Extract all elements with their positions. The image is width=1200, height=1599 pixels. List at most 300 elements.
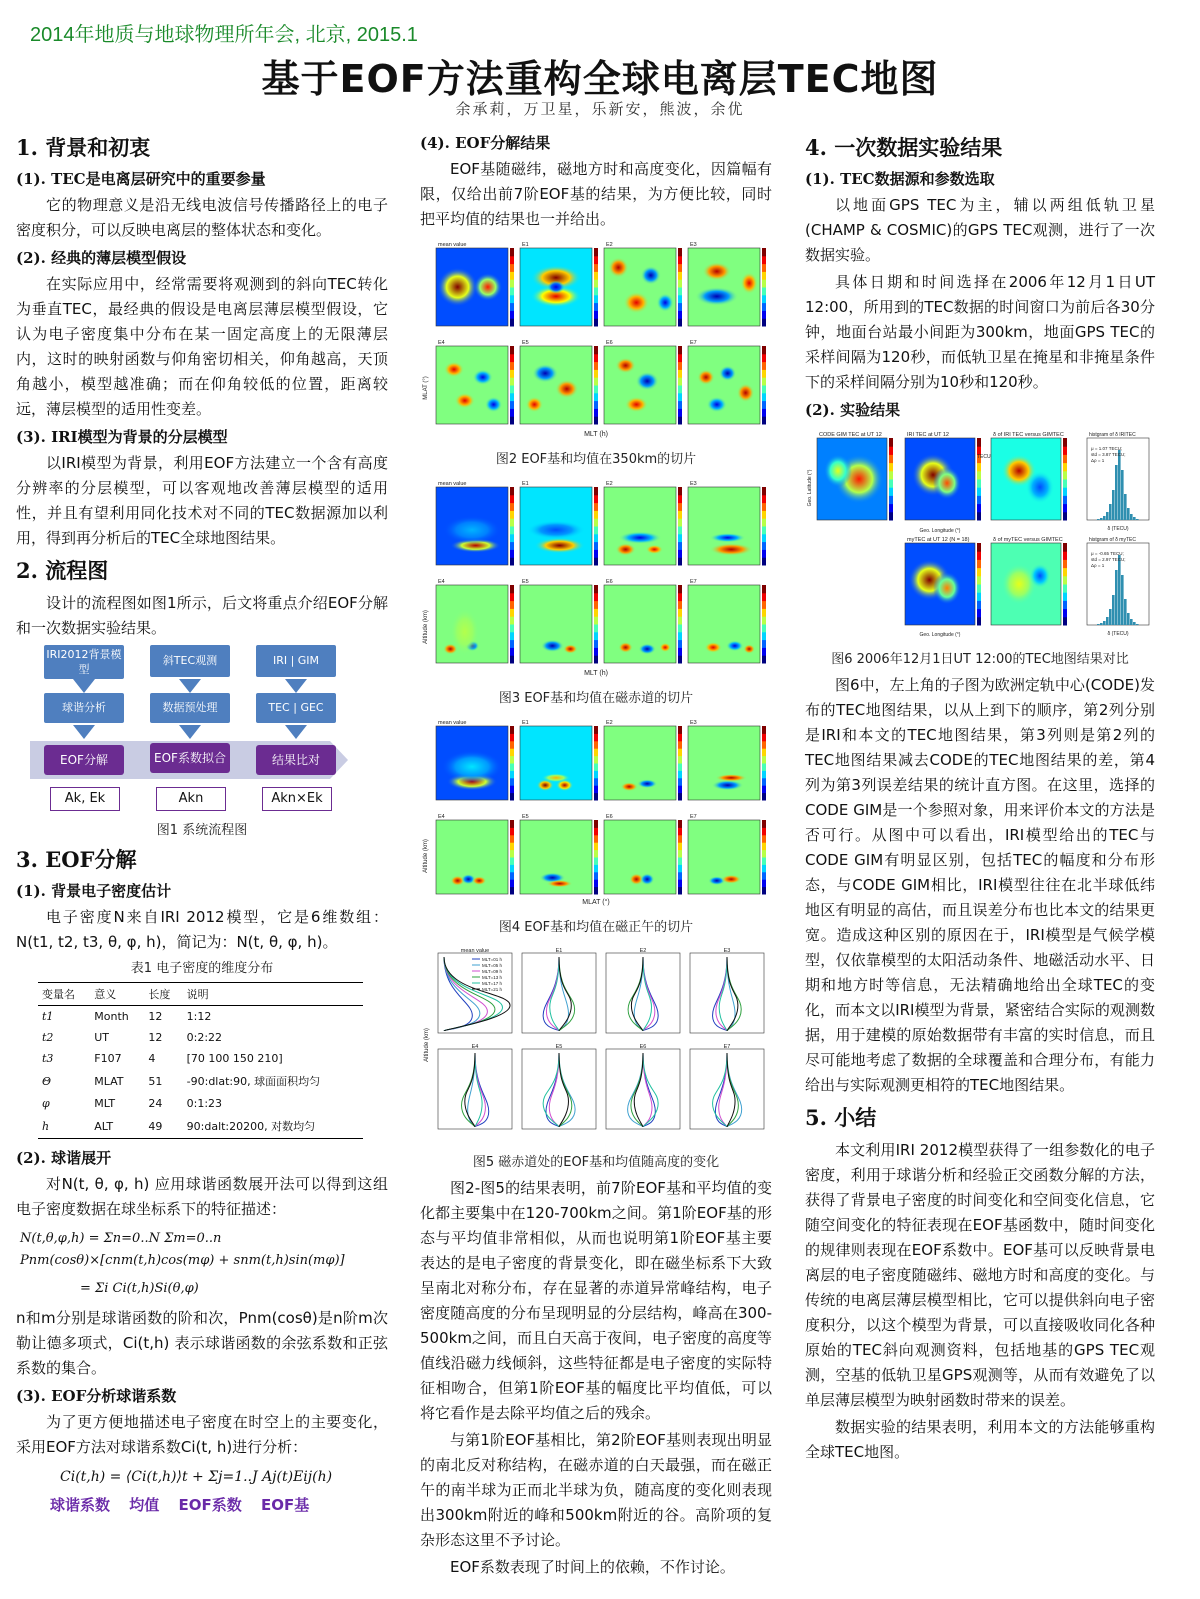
colorbar-segment (510, 510, 514, 518)
colorbar-segment (678, 879, 682, 887)
colorbar-segment (977, 543, 981, 552)
heatmap-panel (436, 579, 514, 664)
table-cell: φ (42, 1097, 50, 1110)
fig3-eof-equator (420, 477, 772, 677)
colorbar (762, 487, 766, 566)
colorbar (678, 585, 682, 664)
colorbar-segment (594, 362, 598, 370)
sec1-sub1-title: (1). TEC是电离层研究中的重要参量 (16, 170, 266, 188)
colorbar-segment (762, 770, 766, 778)
colorbar-segment (762, 393, 766, 401)
table1-caption: 表1 电子密度的维度分布 (130, 961, 274, 976)
colorbar (762, 585, 766, 664)
table-cell: 0:2:22 (186, 1031, 223, 1044)
flow-band-2: EOF系数拟合 (150, 743, 230, 773)
colorbar-segment (977, 471, 981, 480)
panel-title: δ of myTEC versus GIMTEC (993, 537, 1063, 543)
heatmap-blob (621, 782, 638, 791)
colorbar-segment (678, 827, 682, 835)
colorbar (762, 346, 766, 425)
sec3-sub2-title: (2). 球谐展开 (16, 1149, 112, 1167)
histogram-bar (1124, 599, 1127, 625)
colorbar-segment (762, 785, 766, 793)
table-cell: Month (94, 1010, 129, 1023)
panel-title: E6 (606, 579, 613, 585)
colorbar-segment (977, 584, 981, 593)
colorbar (678, 487, 682, 566)
colorbar-segment (889, 504, 893, 513)
colorbar-segment (594, 748, 598, 756)
colorbar-segment (762, 647, 766, 655)
histogram-bar (1100, 623, 1103, 625)
profile-panel (606, 948, 680, 1033)
sec3-sub1-text: 电子密度N来自IRI 2012模型，它是6维数组：N(t1, t2, t3, θ, φ, h)，简记为：N(t, θ, φ, h)。 (16, 908, 388, 951)
flow-band-3: 结果比对 (256, 745, 336, 775)
colorbar-segment (889, 454, 893, 463)
histogram-bar (1115, 465, 1118, 520)
sec3-sub2-text: 对N(t, θ, φ, h) 应用球谐函数展开法可以得到这组电子密度数据在球坐标系下的特征描述： (16, 1175, 388, 1218)
colorbar-segment (889, 446, 893, 455)
heatmap-blob (737, 383, 754, 402)
sec3-sub3-title: (3). EOF分析球谐系数 (16, 1387, 177, 1405)
heatmap-blob (933, 572, 961, 605)
colorbar-segment (1063, 609, 1067, 618)
colorbar-segment (510, 864, 514, 872)
heatmap-blob (710, 543, 753, 555)
colorbar-segment (510, 354, 514, 362)
eq-label: EOF系数 (178, 1496, 242, 1514)
colorbar-segment (510, 346, 514, 354)
histogram-bar (1109, 609, 1112, 625)
heatmap-panel (436, 814, 514, 895)
sec3-sub3-text: 为了更方便地描述电子密度在时空上的主要变化，采用EOF方法对球谐系数Ci(t, h)进行分析： (16, 1413, 388, 1456)
heatmap-panel (520, 814, 598, 895)
colorbar-segment (594, 741, 598, 749)
poster-title: 基于EOF方法重构全球电离层TEC地图 (261, 57, 939, 101)
colorbar-segment (510, 632, 514, 640)
colorbar-segment (678, 608, 682, 616)
colorbar-segment (594, 287, 598, 295)
panel-title: E3 (690, 720, 697, 726)
profile-panel (438, 1044, 512, 1129)
table-row (38, 1027, 363, 1048)
panel-title: E7 (690, 579, 697, 585)
colorbar-segment (889, 471, 893, 480)
colorbar-segment (762, 354, 766, 362)
heatmap-blob (933, 467, 961, 500)
colorbar-segment (977, 609, 981, 618)
fig2-eof-350km (420, 238, 772, 438)
colorbar-segment (510, 287, 514, 295)
colorbar-segment (762, 601, 766, 609)
colorbar-segment (510, 362, 514, 370)
table-cell: t1 (42, 1010, 54, 1023)
flow-mid-2: 数据预处理 (150, 693, 230, 723)
table-row (38, 1006, 363, 1028)
fig5-caption: 图5 磁赤道处的EOF基和均值随高度的变化 (472, 1155, 720, 1170)
heatmap-blob (637, 779, 657, 788)
heatmap-blob (707, 397, 727, 413)
colorbar-segment (594, 616, 598, 624)
flow-arrow (285, 679, 307, 693)
colorbar-segment (510, 377, 514, 385)
colorbar-segment (594, 248, 598, 256)
colorbar-segment (762, 256, 766, 264)
heatmap-blob (547, 281, 564, 293)
colorbar-segment (678, 310, 682, 318)
histogram-bar (1130, 619, 1133, 625)
equation-1: N(t,θ,φ,h) = Σn=0..N Σm=0..n Pnm(cosθ)×[cnm(t,h)cos(mφ) + snm(t,h)sin(mφ)] (20, 1231, 345, 1268)
histogram-bar (1118, 450, 1121, 520)
table-header-cell: 变量名 (38, 983, 90, 1006)
colorbar-segment (1063, 617, 1067, 626)
colorbar-segment (594, 526, 598, 534)
colorbar-segment (1063, 600, 1067, 609)
colorbar-segment (510, 408, 514, 416)
panel-title: CODE GIM TEC at UT 12 (819, 432, 882, 438)
panel-title: mean value (438, 481, 467, 487)
colorbar-segment (678, 248, 682, 256)
histogram-bar (1106, 512, 1109, 520)
histogram-bar (1121, 575, 1124, 625)
heatmap-panel (817, 432, 893, 521)
colorbar-segment (678, 820, 682, 828)
heatmap-blob (623, 292, 649, 314)
colorbar-segment (889, 495, 893, 504)
colorbar-segment (510, 557, 514, 565)
colorbar-segment (510, 640, 514, 648)
colorbar-segment (594, 857, 598, 865)
sec1-sub2-title: (2). 经典的薄层模型假设 (16, 249, 187, 267)
heatmap-blob (695, 287, 738, 306)
heatmap-blob (741, 272, 758, 294)
colorbar-segment (762, 503, 766, 511)
colorbar-segment (594, 369, 598, 377)
flow-top-3: IRI | GIM (256, 645, 336, 677)
heatmap-blob (702, 262, 731, 281)
colorbar-segment (1063, 487, 1067, 496)
histogram-bar (1103, 516, 1106, 520)
fig2-caption: 图2 EOF基和均值在350km的切片 (495, 452, 697, 467)
table-cell: -90:dlat:90, 球面面积均匀 (186, 1075, 321, 1088)
table-header-cell: 意义 (90, 983, 144, 1006)
panel-title: E7 (690, 340, 697, 346)
heatmap-panel (436, 242, 514, 327)
colorbar-segment (762, 733, 766, 741)
col2-para-1: 图2-图5的结果表明，前7阶EOF基和平均值的变化都主要集中在120-700km之间。第1阶EOF基的形态与平均值非常相似，从而也说明第1阶EOF基主要表达的是电子密度的背景变化，即在磁坐标系下大致呈南北对称分布，存在显著的赤道异常峰结构，电子密度随高度的分布呈现明显的分层结构，峰高在300-500km之间，而且白天高于夜间，电子密度的高度等值线沿磁力线倾斜，这些特征都是电子密度的实际特征相吻合，但第1阶EOF基的幅度比平均值低，可以将它看作是去除平均值之后的残余。 (420, 1179, 772, 1422)
colorbar-segment (510, 401, 514, 409)
colorbar (594, 487, 598, 566)
fig1-caption: 图1 系统流程图 (156, 823, 248, 838)
colorbar-segment (889, 512, 893, 521)
colorbar (977, 438, 981, 521)
profile-panel (522, 1044, 596, 1129)
colorbar-segment (678, 393, 682, 401)
sec3-sub1-title: (1). 背景电子密度估计 (16, 882, 172, 900)
colorbar-segment (594, 354, 598, 362)
legend-entry: MLT=01 h (482, 957, 503, 962)
sec4-para-3: 图6中，左上角的子图为欧洲定轨中心(CODE)发布的TEC地图结果，以从上到下的顺序，第2列分别是IRI和本文的TEC地图结果，第3列则是第2列的TEC地图结果减去CODE的TEC地图结果的差，第4列为第3列误差结果的统计直方图。在这里，选择的CODE GIM是一个参照对象，用来评价本文的方法是否可行。从图中可以看出，IRI模型给出的TEC与CODE GIM有明显区别，包括TEC的幅度和分布形态，与CODE GIM相比，IRI模型往往在北半球低纬地区有明显的高估，而且误差分布也比本文的结果更宽。造成这种区别的原因在于，IRI模型是气候学模型，仅依靠模型的太阳活动条件、地磁活动水平、日期和地方时等信息，无法精确地给出全球TEC的变化，而本文以IRI模型为背景，紧密结合实际的观测数据，用于建模的原始数据带有丰富的实时信息，而且尽可能地考虑了数据的全球覆盖和合理分布，有能力给出与实际观测更相符的TEC地图结果。 (805, 676, 1155, 1094)
colorbar-segment (678, 408, 682, 416)
flow-top-2: 斜TEC观测 (150, 645, 230, 677)
heatmap-blob (639, 644, 656, 655)
heatmap-panel (604, 814, 682, 895)
colorbar-segment (1063, 495, 1067, 504)
sec5-para-1: 本文利用IRI 2012模型获得了一组参数化的电子密度，利用于球谐分析和经验正交函数分解的方法，获得了背景电子密度的时间变化和空间变化信息，它随空间变化的特征表现在EOF基函数中，随时间变化的规律则表现在EOF系数中。EOF基可以反映背景电离层的电子密度随磁纬、磁地方时和高度的变化。与传统的电离层薄层模型相比，它可以提供斜向电子密度积分，以这个模型为背景，可以直接吸收同化各种原始的TEC斜向观测资料，包括地基的GPS TEC观测，空基的低轨卫星GPS观测等，从而有效避免了以单层薄层模型为映射函数时带来的误差。 (805, 1141, 1155, 1409)
colorbar-segment (594, 318, 598, 326)
colorbar-segment (510, 393, 514, 401)
eq-label: 均值 (129, 1496, 160, 1514)
colorbar-segment (678, 763, 682, 771)
colorbar-segment (510, 369, 514, 377)
heatmap-blob (721, 875, 741, 884)
colorbar-segment (510, 756, 514, 764)
colorbar-segment (678, 264, 682, 272)
colorbar-segment (594, 416, 598, 424)
colorbar-segment (678, 287, 682, 295)
panel-title: myTEC at UT 12 (N = 18) (907, 537, 970, 543)
eq-label: 球谐系数 (50, 1496, 111, 1514)
colorbar-segment (510, 726, 514, 734)
panel-background (436, 346, 508, 424)
heatmap-panel (688, 481, 766, 566)
histogram-bar (1127, 613, 1130, 625)
colorbar-segment (594, 495, 598, 503)
colorbar-segment (594, 487, 598, 495)
colorbar-segment (594, 624, 598, 632)
colorbar-segment (762, 526, 766, 534)
colorbar-segment (678, 748, 682, 756)
heatmap-panel (520, 242, 598, 327)
colorbar-segment (678, 295, 682, 303)
panel-title: E7 (690, 814, 697, 820)
colorbar-segment (762, 593, 766, 601)
profile-panel (690, 1044, 764, 1129)
colorbar-segment (510, 785, 514, 793)
colorbar-segment (678, 632, 682, 640)
heatmap-panel (604, 481, 682, 566)
colorbar-segment (594, 827, 598, 835)
colorbar-segment (594, 585, 598, 593)
heatmap-blob (618, 531, 661, 543)
colorbar-segment (510, 518, 514, 526)
table-cell: 12 (148, 1010, 163, 1023)
legend-entry: MLT=17 h (482, 981, 503, 986)
colorbar-segment (510, 763, 514, 771)
colorbar-segment (1063, 446, 1067, 455)
section-1-heading: 1. 背景和初衷 (16, 135, 151, 160)
stat-label: Δρ = 1 (1091, 458, 1105, 463)
colorbar-segment (510, 487, 514, 495)
heatmap-blob (659, 643, 671, 652)
colorbar-segment (510, 608, 514, 616)
heatmap-blob (608, 257, 628, 277)
histogram-panel (1087, 537, 1149, 637)
table-cell: t2 (42, 1031, 54, 1044)
table-cell: 12 (148, 1031, 163, 1044)
colorbar-segment (762, 756, 766, 764)
colorbar-segment (678, 526, 682, 534)
colorbar-segment (1063, 479, 1067, 488)
colorbar-segment (762, 549, 766, 557)
colorbar-segment (594, 864, 598, 872)
histogram-bar (1136, 519, 1139, 520)
colorbar-segment (594, 655, 598, 663)
colorbar-segment (678, 534, 682, 542)
heatmap-panel (688, 242, 766, 327)
histogram-bar (1112, 490, 1115, 520)
histogram-bar (1121, 470, 1124, 520)
axis-label: Geo. Latitude (°) (807, 469, 813, 507)
heatmap-panel (991, 537, 1067, 626)
heatmap-blob (697, 369, 714, 385)
colorbar-segment (594, 534, 598, 542)
colorbar-segment (762, 416, 766, 424)
colorbar-segment (762, 487, 766, 495)
colorbar-segment (762, 778, 766, 786)
colorbar-segment (594, 256, 598, 264)
panel-title: E5 (522, 340, 529, 346)
sec3-sub4-text: EOF基随磁纬，磁地方时和高度变化，因篇幅有限，仅给出前7阶EOF基的结果，为方便比较，同时把平均值的结果也一并给出。 (420, 160, 772, 228)
heatmap-blob (473, 369, 493, 385)
profile-panel (606, 1044, 680, 1129)
colorbar-segment (762, 864, 766, 872)
colorbar (889, 438, 893, 521)
flow-mid-3: TEC | GEC (256, 693, 336, 723)
colorbar (1063, 438, 1067, 521)
colorbar-segment (762, 827, 766, 835)
colorbar-segment (594, 271, 598, 279)
colorbar-segment (510, 542, 514, 550)
table-cell: 1:12 (186, 1010, 212, 1023)
colorbar-segment (678, 778, 682, 786)
colorbar-segment (594, 879, 598, 887)
colorbar-segment (977, 600, 981, 609)
colorbar-segment (594, 542, 598, 550)
colorbar-segment (510, 770, 514, 778)
histogram-bar (1130, 514, 1133, 520)
heatmap-blob (542, 773, 571, 782)
heatmap-blob (616, 543, 636, 555)
colorbar-segment (510, 827, 514, 835)
colorbar-segment (762, 608, 766, 616)
colorbar-segment (762, 624, 766, 632)
colorbar-segment (594, 264, 598, 272)
stat-label: μ = -0.65 TECU; (1091, 551, 1124, 556)
colorbar-segment (510, 647, 514, 655)
panel-title: E3 (723, 948, 731, 954)
colorbar-segment (510, 549, 514, 557)
heatmap-panel (688, 340, 766, 425)
colorbar (762, 820, 766, 895)
colorbar-segment (762, 310, 766, 318)
colorbar-segment (762, 616, 766, 624)
table-row (38, 1093, 363, 1114)
panel-title: E5 (522, 814, 529, 820)
colorbar-segment (977, 463, 981, 472)
colorbar-segment (889, 463, 893, 472)
colorbar-segment (678, 549, 682, 557)
legend-entry: MLT=05 h (482, 963, 503, 968)
heatmap-panel (688, 720, 766, 801)
section-2-heading: 2. 流程图 (16, 558, 109, 583)
colorbar-segment (1063, 584, 1067, 593)
panel-title: E1 (522, 720, 529, 726)
colorbar-segment (594, 393, 598, 401)
colorbar-segment (510, 778, 514, 786)
colorbar-segment (977, 568, 981, 577)
colorbar-segment (594, 778, 598, 786)
heatmap-panel (604, 242, 682, 327)
colorbar-segment (510, 835, 514, 843)
flow-mid-1: 球谐分析 (44, 693, 124, 723)
histogram-bar (1106, 617, 1109, 625)
panel-background (520, 346, 592, 424)
heatmap-panel (604, 340, 682, 425)
colorbar-segment (762, 557, 766, 565)
panel-title: mean value (438, 720, 467, 726)
conference-label: 2014年地质与地球物理所年会, 北京, 2015.1 (30, 24, 418, 46)
colorbar (510, 820, 514, 895)
colorbar-segment (594, 835, 598, 843)
colorbar-segment (678, 726, 682, 734)
fig6-caption: 图6 2006年12月1日UT 12:00的TEC地图结果对比 (831, 652, 1129, 667)
heatmap-panel (688, 579, 766, 664)
colorbar-segment (678, 362, 682, 370)
colorbar-segment (594, 303, 598, 311)
histogram-bar (1103, 621, 1106, 625)
colorbar-segment (678, 842, 682, 850)
colorbar-segment (762, 248, 766, 256)
fig5-eof-profiles (420, 945, 772, 1141)
colorbar-segment (678, 487, 682, 495)
column-left (16, 128, 388, 1515)
colorbar-segment (762, 857, 766, 865)
colorbar-segment (594, 549, 598, 557)
panel-title: E2 (606, 481, 613, 487)
colorbar-segment (1063, 559, 1067, 568)
colorbar-segment (510, 733, 514, 741)
colorbar-segment (510, 303, 514, 311)
heatmap-panel (436, 720, 514, 801)
fig6-tec-comparison (805, 428, 1155, 638)
axis-label: MLT (h) (584, 670, 608, 677)
colorbar-segment (510, 593, 514, 601)
heatmap-blob (646, 545, 663, 554)
stat-label: std = 3.87 TECU; (1091, 452, 1126, 457)
table-cell: 51 (148, 1074, 163, 1088)
panel-title: E1 (522, 481, 529, 487)
colorbar-segment (678, 785, 682, 793)
column-middle (420, 128, 772, 1582)
colorbar-segment (510, 872, 514, 880)
histogram-bar (1133, 517, 1136, 520)
heatmap-blob (563, 644, 577, 653)
flowchart (42, 645, 392, 815)
colorbar-segment (510, 585, 514, 593)
fig4-eof-noon (420, 716, 772, 906)
colorbar (510, 726, 514, 801)
table-cell: 49 (144, 1114, 182, 1139)
colorbar-segment (594, 872, 598, 880)
colorbar-segment (594, 295, 598, 303)
colorbar-segment (510, 279, 514, 287)
colorbar-segment (977, 438, 981, 447)
dimension-table (38, 982, 363, 1139)
colorbar (1063, 543, 1067, 626)
colorbar-segment (510, 271, 514, 279)
heatmap-blob (640, 873, 654, 885)
